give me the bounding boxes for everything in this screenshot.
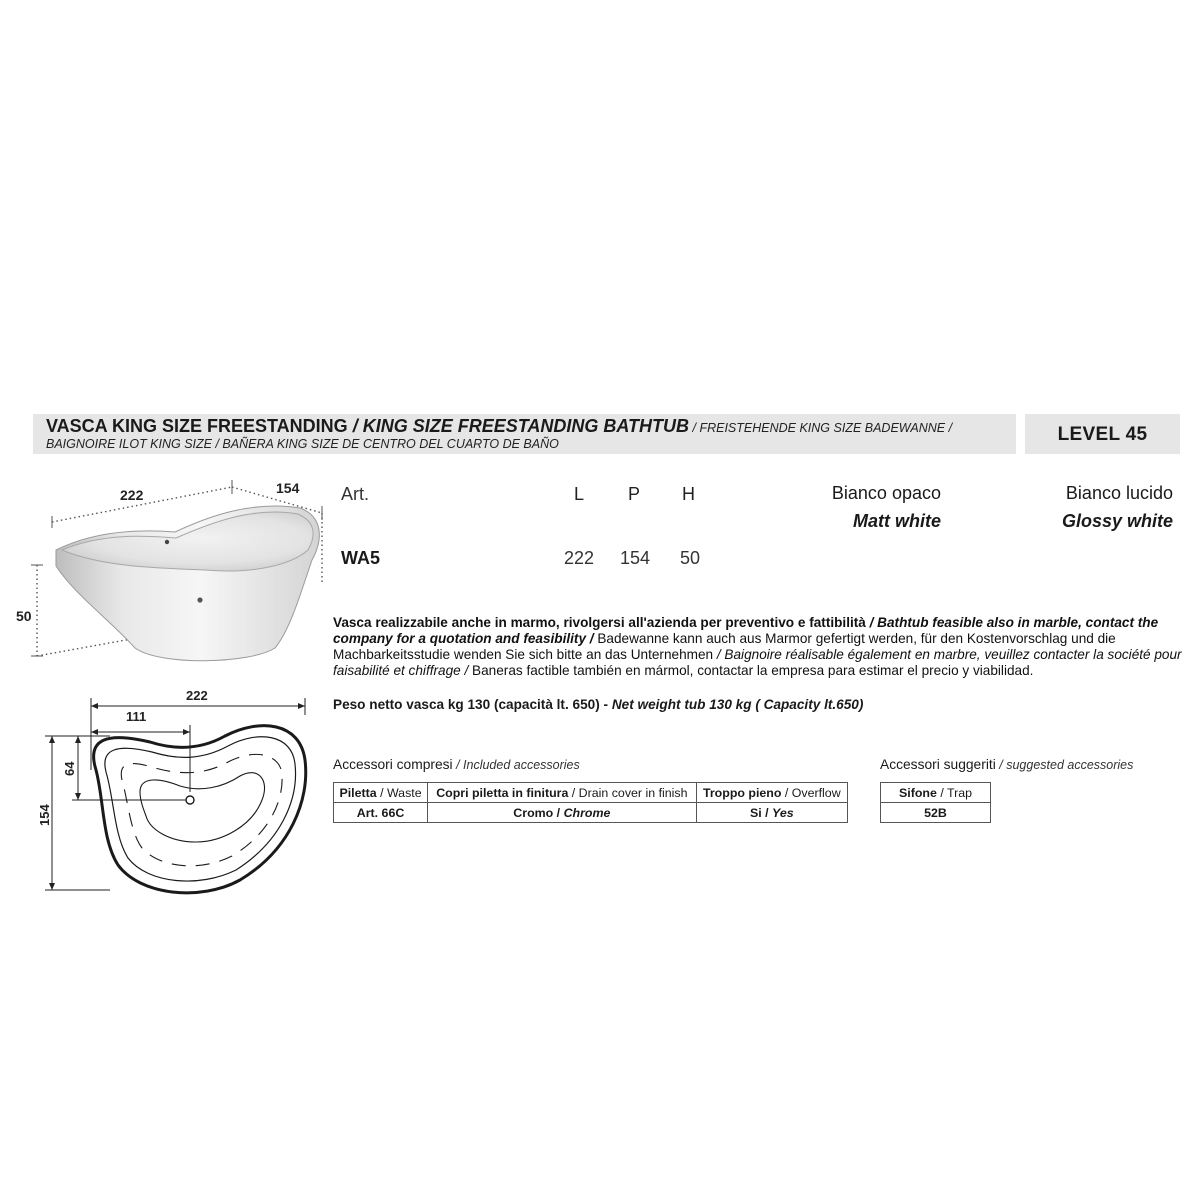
description-italian: Vasca realizzabile anche in marmo, rivolgersi all'azienda per preventivo e fattibilità: [333, 615, 866, 630]
table-row: [334, 783, 848, 803]
suggested-title-italian: Accessori suggeriti: [880, 757, 996, 772]
title-english: / KING SIZE FREESTANDING BATHTUB: [352, 416, 690, 436]
article-height: 50: [680, 548, 701, 568]
dim-plan-length: 222: [186, 688, 208, 703]
dim-3d-depth: 154: [276, 480, 300, 496]
suggested-accessories-title: [880, 757, 1133, 772]
header-trap: Sifone / Trap: [881, 783, 991, 803]
dim-plan-depth: 154: [37, 804, 52, 826]
finish-glossy-italian: Bianco lucido: [1065, 483, 1173, 503]
net-weight: [333, 697, 863, 712]
finish-glossy-english: Glossy white: [1061, 511, 1173, 531]
title-italian: VASCA KING SIZE FREESTANDING: [46, 416, 353, 436]
included-title-english: / Included accessories: [452, 758, 580, 772]
article-length: 222: [564, 548, 595, 568]
value-overflow: Si / Yes: [696, 803, 847, 823]
tub-drain: [197, 597, 202, 602]
plan-drain: [186, 796, 194, 804]
suggested-title-english: / suggested accessories: [995, 758, 1134, 772]
finish-matt-english: Matt white: [853, 511, 941, 531]
value-waste: Art. 66C: [334, 803, 428, 823]
included-title-italian: Accessori compresi: [333, 757, 453, 772]
dim-plan-drain-offset: 64: [62, 761, 77, 776]
product-title: [46, 416, 952, 437]
description-spanish: Baneras factible también en mármol, contactar la empresa para estimar el precio y viabilidad.: [468, 663, 1034, 678]
col-depth-label: P: [628, 484, 641, 504]
description-german: Badewanne kann auch aus Marmor gefertigt werden, für den Kostenvorschlag und die Machbarkeitsstudie wenden Sie sich bitte an das Unternehmen: [333, 631, 1116, 662]
value-drain-cover: Cromo / Chrome: [428, 803, 697, 823]
table-row: [881, 783, 991, 803]
art-label: Art.: [341, 484, 370, 504]
finish-matt-italian: Bianco opaco: [831, 483, 941, 503]
header-drain-cover: Copri piletta in finitura / Drain cover in finish: [428, 783, 697, 803]
header-overflow: Troppo pieno / Overflow: [696, 783, 847, 803]
drawings-svg: [0, 470, 340, 910]
title-german: / FREISTEHENDE KING SIZE BADEWANNE /: [689, 421, 953, 435]
plan-dimension-arrows: [49, 703, 305, 890]
dim-plan-half-length: 111: [126, 709, 147, 724]
included-accessories-title: [333, 757, 580, 772]
table-row: [334, 803, 848, 823]
article-code: WA5: [341, 548, 381, 568]
dim-3d-height: 50: [16, 608, 32, 624]
plan-outer-rim: [94, 726, 306, 893]
article-depth: 154: [620, 548, 651, 568]
description-french: / Baignoire réalisable également en marbre, veuillez contacter la société pour faisabilité et chiffrage /: [333, 647, 1182, 678]
dim-3d-length: 222: [120, 487, 144, 503]
plan-basin-arcs: [121, 754, 282, 866]
included-accessories-table: [333, 782, 848, 823]
subtitle-french: BAIGNOIRE ILOT KING SIZE: [46, 437, 213, 451]
collection-name: LEVEL 45: [1057, 424, 1148, 445]
description: [333, 615, 1183, 679]
weight-english: Net weight tub 130 kg ( Capacity lt.650): [611, 697, 864, 712]
value-trap: 52B: [881, 803, 991, 823]
table-row: [881, 803, 991, 823]
plan-basin-floor: [140, 773, 265, 842]
col-length-label: L: [574, 484, 585, 504]
tub-overflow-hole: [165, 540, 169, 544]
product-subtitle: [46, 437, 559, 451]
description-english: / Bathtub feasible also in marble, contact the company for a quotation and feasibility /: [333, 615, 1159, 646]
header-waste: Piletta / Waste: [334, 783, 428, 803]
suggested-accessories-table: [880, 782, 991, 823]
col-height-label: H: [682, 484, 695, 504]
subtitle-spanish: / BAÑERA KING SIZE DE CENTRO DEL CUARTO DE BAÑO: [212, 437, 559, 451]
weight-italian: Peso netto vasca kg 130 (capacità lt. 650) -: [333, 697, 612, 712]
technical-drawings: [0, 470, 340, 910]
